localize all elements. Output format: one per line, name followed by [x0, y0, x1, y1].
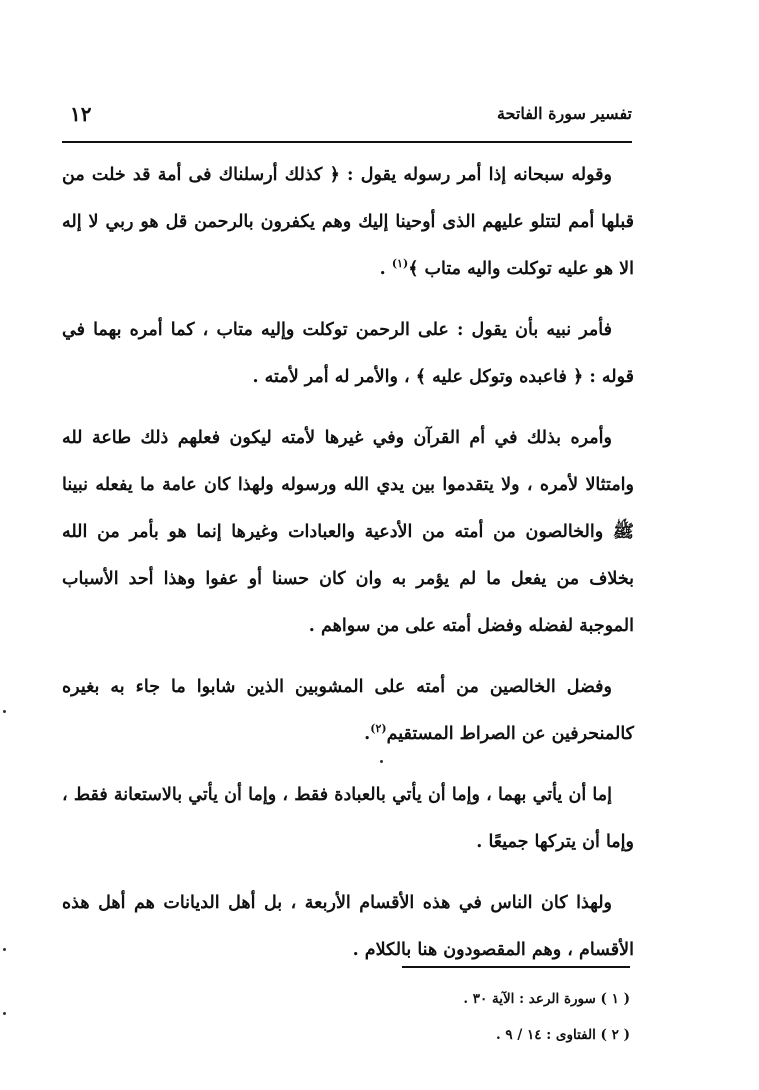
paragraph-1-tail: . — [379, 259, 392, 279]
page-header — [62, 100, 632, 140]
paragraph-3: وأمره بذلك في أم القرآن وفي غيرها لأمته ليكون فعلهم ذلك طاعة لله وامتثالا لأمره ، ولا يتقدموا بين يدي الله ورسوله ولهذا كان عامة ما يفعله نبينا ﷺ والخالصون من أمته من الأدعية والعبادات وغيرها إنما هو بأمر من الله بخلاف من يفعل ما لم يؤمر به وان كان حسنا أو عفوا وهذا أحد الأسباب الموجبة لفضله وفضل أمته على من سواهم . — [62, 428, 634, 636]
header-rule — [62, 141, 632, 143]
paragraph-4-tail: . — [364, 724, 371, 744]
footnotes — [380, 985, 630, 1057]
scan-speck — [3, 1012, 6, 1015]
paragraph-1 — [62, 152, 634, 293]
footnote-ref-1[interactable]: (١) — [391, 257, 409, 271]
paragraph-6: ولهذا كان الناس في هذه الأقسام الأربعة ، بل أهل الديانات هم أهل هذه الأقسام ، وهم المقصودون هنا بالكلام . — [62, 893, 634, 960]
scan-speck — [3, 948, 6, 951]
paragraph-5: إما أن يأتي بهما ، وإما أن يأتي بالعبادة فقط ، وإما أن يأتي بالاستعانة فقط ، وإما أن يتركها جميعًا . — [62, 785, 634, 852]
scan-speck — [380, 760, 383, 763]
scan-speck — [3, 710, 6, 713]
page-number: ١٢ — [70, 102, 92, 126]
paragraph-1-text: وقوله سبحانه إذا أمر رسوله يقول : ﴿ كذلك أرسلناك فى أمة قد خلت من قبلها أمم لتتلو عليهم الذى أوحينا إليك وهم يكفرون بالرحمن قل هو ربي لا إله الا هو عليه توكلت واليه متاب ﴾ — [62, 165, 634, 279]
paragraph-4 — [62, 664, 634, 758]
body-text — [62, 152, 634, 988]
running-title: تفسير سورة الفاتحة — [496, 104, 632, 123]
footnote-1: ( ١ ) سورة الرعد : الآية ٣٠ . — [463, 991, 630, 1007]
paragraph-4-text: وفضل الخالصين من أمته على المشوبين الذين شابوا ما جاء به بغيره كالمنحرفين عن الصراط المستقيم — [62, 677, 634, 744]
paragraph-2: فأمر نبيه بأن يقول : على الرحمن توكلت وإليه متاب ، كما أمره بهما في قوله : ﴿ فاعبده وتوكل عليه ﴾ ، والأمر له أمر لأمته . — [62, 320, 634, 387]
footnote-ref-2[interactable]: (٢) — [370, 722, 387, 736]
footnote-2: ( ٢ ) الفتاوى : ١٤ / ٩ . — [495, 1027, 630, 1043]
footnote-rule — [402, 966, 630, 968]
